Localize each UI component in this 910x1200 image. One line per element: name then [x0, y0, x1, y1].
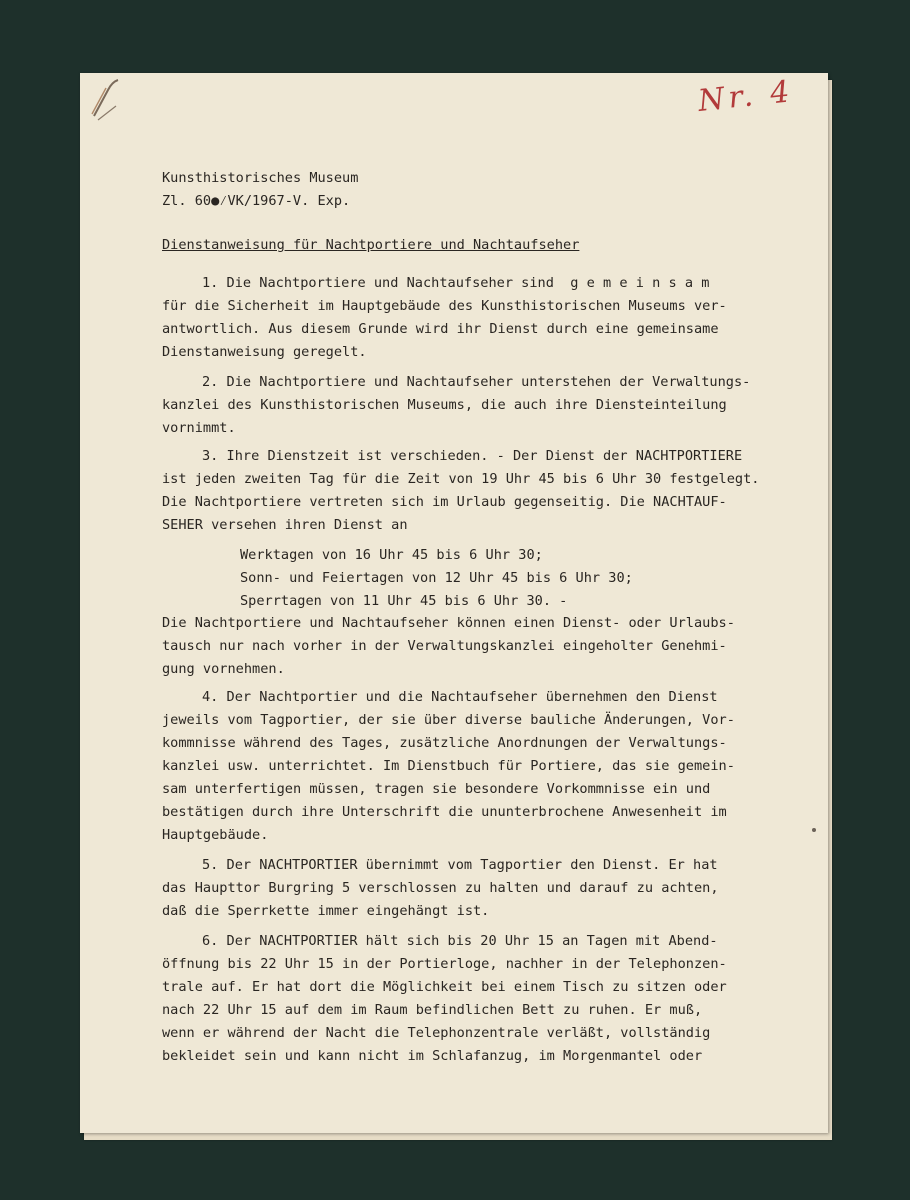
schedule-line: Sperrtagen von 11 Uhr 45 bis 6 Uhr 30. -	[240, 593, 568, 609]
text-line: 4. Der Nachtportier und die Nachtaufseher übernehmen den Dienst	[202, 689, 718, 705]
text-line: bekleidet sein und kann nicht im Schlafanzug, im Morgenmantel oder	[162, 1048, 703, 1064]
text-line: Die Nachtportiere und Nachtaufseher können einen Dienst- oder Urlaubs-	[162, 615, 735, 631]
handwritten-number-note: Nr. 4	[696, 74, 796, 119]
text-line: 2. Die Nachtportiere und Nachtaufseher unterstehen der Verwaltungs-	[202, 374, 751, 390]
reference-number: Zl. 60●⁄VK/1967-V. Exp.	[162, 193, 351, 209]
text-line: jeweils vom Tagportier, der sie über diverse bauliche Änderungen, Vor-	[162, 712, 735, 728]
text-line: Hauptgebäude.	[162, 827, 269, 843]
text-line: öffnung bis 22 Uhr 15 in der Portierloge, nachher in der Telephonzen-	[162, 956, 727, 972]
text-line: das Haupttor Burgring 5 verschlossen zu halten und darauf zu achten,	[162, 880, 719, 896]
text-line: 1. Die Nachtportiere und Nachtaufseher sind g e m e i n s a m	[202, 275, 710, 291]
text-line: Die Nachtportiere vertreten sich im Urlaub gegenseitig. Die NACHTAUF-	[162, 494, 727, 510]
schedule-line: Sonn- und Feiertagen von 12 Uhr 45 bis 6 Uhr 30;	[240, 570, 633, 586]
text-line: 6. Der NACHTPORTIER hält sich bis 20 Uhr 15 an Tagen mit Abend-	[202, 933, 718, 949]
text-line: nach 22 Uhr 15 auf dem im Raum befindlichen Bett zu ruhen. Er muß,	[162, 1002, 703, 1018]
text-line: antwortlich. Aus diesem Grunde wird ihr Dienst durch eine gemeinsame	[162, 321, 719, 337]
text-line: SEHER versehen ihren Dienst an	[162, 517, 408, 533]
document-title: Dienstanweisung für Nachtportiere und Nachtaufseher	[162, 237, 580, 253]
text-line: 5. Der NACHTPORTIER übernimmt vom Tagportier den Dienst. Er hat	[202, 857, 718, 873]
text-line: kanzlei des Kunsthistorischen Museums, die auch ihre Diensteinteilung	[162, 397, 727, 413]
document-page	[80, 73, 828, 1133]
schedule-line: Werktagen von 16 Uhr 45 bis 6 Uhr 30;	[240, 547, 543, 563]
staple-icon	[88, 76, 122, 122]
text-line: kanzlei usw. unterrichtet. Im Dienstbuch für Portiere, das sie gemein-	[162, 758, 735, 774]
text-line: bestätigen durch ihre Unterschrift die ununterbrochene Anwesenheit im	[162, 804, 727, 820]
text-line: trale auf. Er hat dort die Möglichkeit bei einem Tisch zu sitzen oder	[162, 979, 727, 995]
text-line: 3. Ihre Dienstzeit ist verschieden. - Der Dienst der NACHTPORTIERE	[202, 448, 743, 464]
text-line: wenn er während der Nacht die Telephonzentrale verläßt, vollständig	[162, 1025, 711, 1041]
paper-speck	[812, 828, 816, 832]
text-line: gung vornehmen.	[162, 661, 285, 677]
text-line: sam unterfertigen müssen, tragen sie besondere Vorkommnisse ein und	[162, 781, 711, 797]
text-line: für die Sicherheit im Hauptgebäude des Kunsthistorischen Museums ver-	[162, 298, 727, 314]
institution-name: Kunsthistorisches Museum	[162, 170, 359, 186]
text-line: ist jeden zweiten Tag für die Zeit von 19 Uhr 45 bis 6 Uhr 30 festgelegt.	[162, 471, 760, 487]
text-line: tausch nur nach vorher in der Verwaltungskanzlei eingeholter Genehmi-	[162, 638, 727, 654]
text-line: Dienstanweisung geregelt.	[162, 344, 367, 360]
text-line: kommnisse während des Tages, zusätzliche Anordnungen der Verwaltungs-	[162, 735, 727, 751]
text-line: daß die Sperrkette immer eingehängt ist.	[162, 903, 490, 919]
text-line: vornimmt.	[162, 420, 236, 436]
